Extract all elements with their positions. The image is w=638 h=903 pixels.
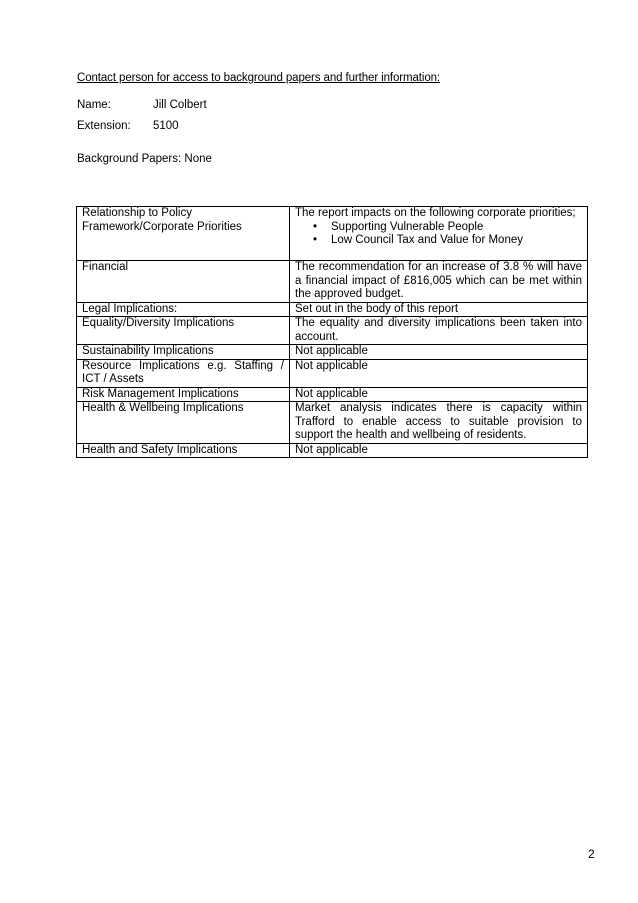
table-row bbox=[77, 387, 588, 402]
table-row bbox=[77, 359, 588, 387]
extension-label: Extension: bbox=[77, 120, 131, 132]
table-row bbox=[77, 261, 588, 303]
table-row bbox=[77, 317, 588, 345]
row-value: Set out in the body of this report bbox=[290, 302, 588, 317]
row-label: Resource Implications e.g. Staffing / ICT / Assets bbox=[77, 359, 290, 387]
list-item: • Low Council Tax and Value for Money bbox=[331, 234, 582, 248]
row-value: The report impacts on the following corporate priorities; bbox=[295, 207, 576, 219]
contact-name-row bbox=[77, 99, 207, 111]
row-label: Equality/Diversity Implications bbox=[77, 317, 290, 345]
table-row bbox=[77, 302, 588, 317]
row-label: Legal Implications: bbox=[77, 302, 290, 317]
table-row bbox=[77, 443, 588, 458]
row-value: Not applicable bbox=[290, 387, 588, 402]
row-label: Health and Safety Implications bbox=[77, 443, 290, 458]
row-value: Market analysis indicates there is capacity within Trafford to enable access to suitable provision to support the health and wellbeing of residents. bbox=[290, 402, 588, 444]
contact-heading: Contact person for access to background papers and further information: bbox=[77, 72, 441, 84]
row-value: Not applicable bbox=[290, 443, 588, 458]
name-value: Jill Colbert bbox=[153, 99, 207, 111]
table-row bbox=[77, 345, 588, 360]
background-papers: Background Papers: None bbox=[77, 153, 212, 165]
table-row bbox=[77, 402, 588, 444]
row-value: Not applicable bbox=[290, 345, 588, 360]
row-label: Sustainability Implications bbox=[77, 345, 290, 360]
name-label: Name: bbox=[77, 99, 111, 111]
row-label: Relationship to Policy Framework/Corporate Priorities bbox=[77, 207, 290, 261]
row-value-cell bbox=[290, 207, 588, 261]
page-number: 2 bbox=[588, 847, 595, 861]
priorities-list bbox=[295, 221, 582, 248]
row-label: Financial bbox=[77, 261, 290, 303]
list-item: • Supporting Vulnerable People bbox=[331, 221, 582, 235]
row-value: The equality and diversity implications been taken into account. bbox=[290, 317, 588, 345]
row-label: Risk Management Implications bbox=[77, 387, 290, 402]
table-row bbox=[77, 207, 588, 261]
row-label: Health & Wellbeing Implications bbox=[77, 402, 290, 444]
row-value: The recommendation for an increase of 3.8 % will have a financial impact of £816,005 which can be met within the approved budget. bbox=[290, 261, 588, 303]
row-value: Not applicable bbox=[290, 359, 588, 387]
implications-table bbox=[76, 206, 588, 458]
extension-value: 5100 bbox=[153, 120, 179, 132]
contact-extension-row bbox=[77, 120, 179, 132]
